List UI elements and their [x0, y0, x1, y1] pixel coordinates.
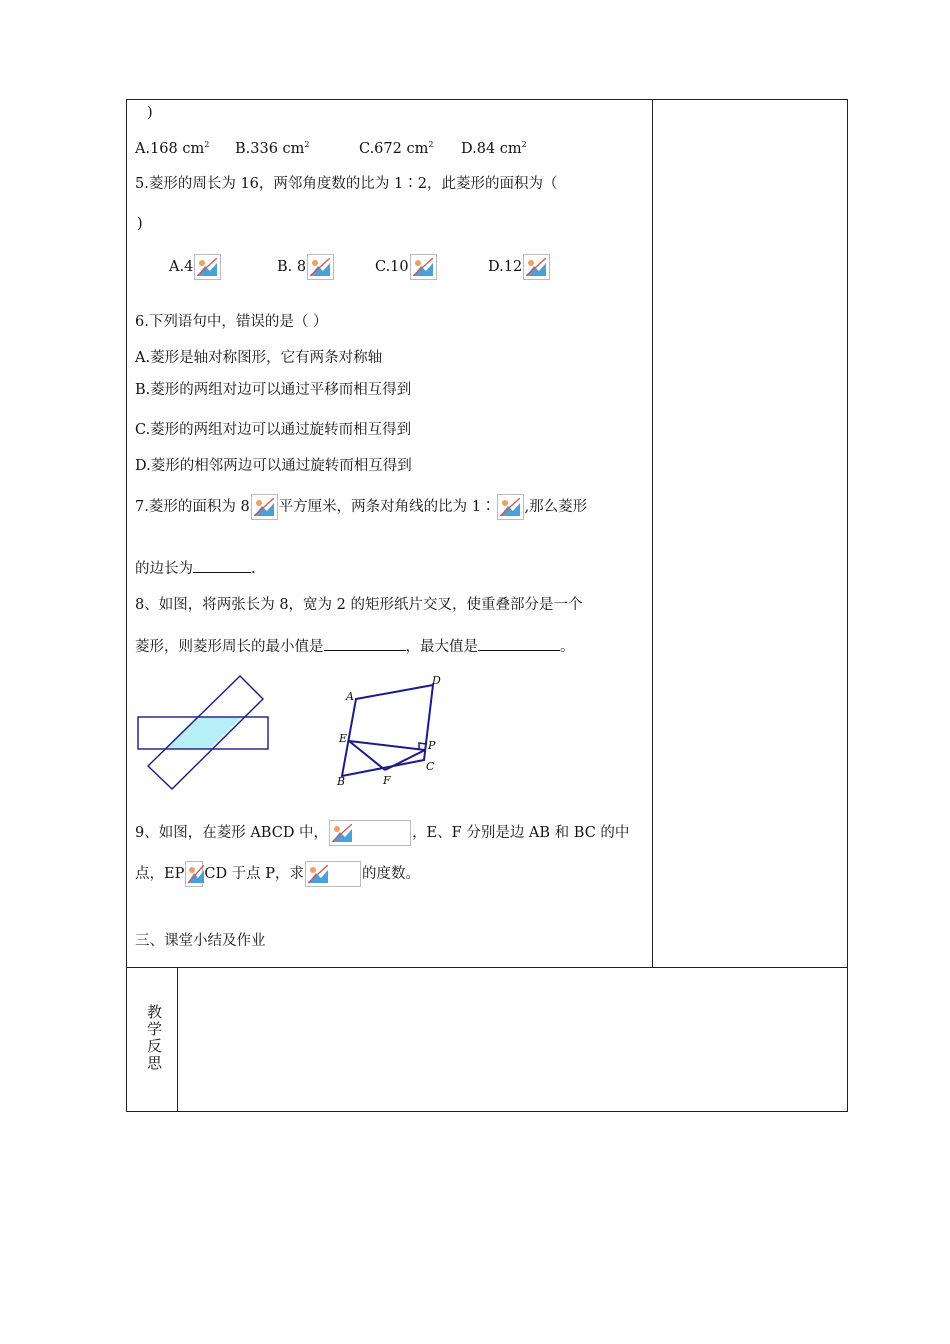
broken-image-icon	[307, 254, 334, 280]
reflection-content-cell	[177, 967, 848, 1112]
answer-blank	[193, 558, 251, 573]
rhombus-overlap	[164, 717, 242, 749]
rhombus-abcd-figure	[330, 672, 450, 794]
q8-line1: 8、如图，将两张长为 8，宽为 2 的矩形纸片交叉，使重叠部分是一个	[135, 597, 583, 613]
label-f: F	[383, 774, 391, 787]
label-p: P	[428, 739, 436, 752]
label-c: C	[426, 760, 435, 773]
broken-image-icon	[251, 494, 278, 520]
q6-text: 6.下列语句中，错误的是（ ）	[135, 314, 328, 330]
q5-option-b: B. 8	[277, 254, 335, 280]
answer-blank	[478, 636, 560, 651]
q4-option-d: D.84 $cm^2$	[461, 140, 527, 157]
label-b: B	[337, 775, 346, 788]
reflection-label: 教学反思	[145, 1004, 163, 1072]
q5-option-c: C.10	[375, 254, 438, 280]
broken-image-icon	[305, 861, 361, 887]
label-d: D	[432, 674, 441, 687]
q9-line2: 点，EP CD 于点 P，求 的度数。	[135, 861, 420, 887]
label-e: E	[339, 732, 348, 745]
q9-line1: 9、如图，在菱形 ABCD 中， ，E、F 分别是边 AB 和 BC 的中	[135, 820, 629, 846]
q5-option-a: A.4	[169, 254, 222, 280]
broken-image-icon	[523, 254, 550, 280]
broken-image-icon	[410, 254, 437, 280]
q8-line2: 菱形，则菱形周长的最小值是 ，最大值是 。	[135, 636, 575, 657]
label-a: A	[346, 690, 354, 703]
notes-cell	[652, 99, 848, 968]
q6-option-d: D.菱形的相邻两边可以通过旋转而相互得到	[135, 458, 412, 474]
answer-blank	[324, 636, 406, 651]
q5-option-d: D.12	[488, 254, 551, 280]
q4-option-a: A.168 $cm^2$	[135, 140, 210, 157]
crossed-rectangles-figure	[130, 668, 280, 798]
q7-line1: 7.菱形的面积为 8 平方厘米，两条对角线的比为 1∶ ,那么菱形	[135, 494, 587, 520]
broken-image-icon	[329, 820, 411, 846]
q4-tail: )	[147, 105, 153, 121]
q7-line2: 的边长为 .	[135, 558, 256, 579]
q4-option-c: C.672 $cm^2$	[359, 140, 434, 157]
broken-image-icon	[497, 494, 524, 520]
broken-image-icon	[194, 254, 221, 280]
q4-option-b: B.336 $cm^2$	[235, 140, 310, 157]
q6-option-b: B.菱形的两组对边可以通过平移而相互得到	[135, 382, 412, 398]
q5-text: 5.菱形的周长为 16，两邻角度数的比为 1∶2，此菱形的面积为（	[135, 176, 558, 192]
broken-image-icon	[185, 861, 203, 887]
q6-option-a: A.菱形是轴对称图形，它有两条对称轴	[135, 350, 383, 366]
section-3-heading: 三、课堂小结及作业	[135, 933, 266, 949]
q5-close: )	[137, 216, 143, 232]
q6-option-c: C.菱形的两组对边可以通过旋转而相互得到	[135, 422, 412, 438]
